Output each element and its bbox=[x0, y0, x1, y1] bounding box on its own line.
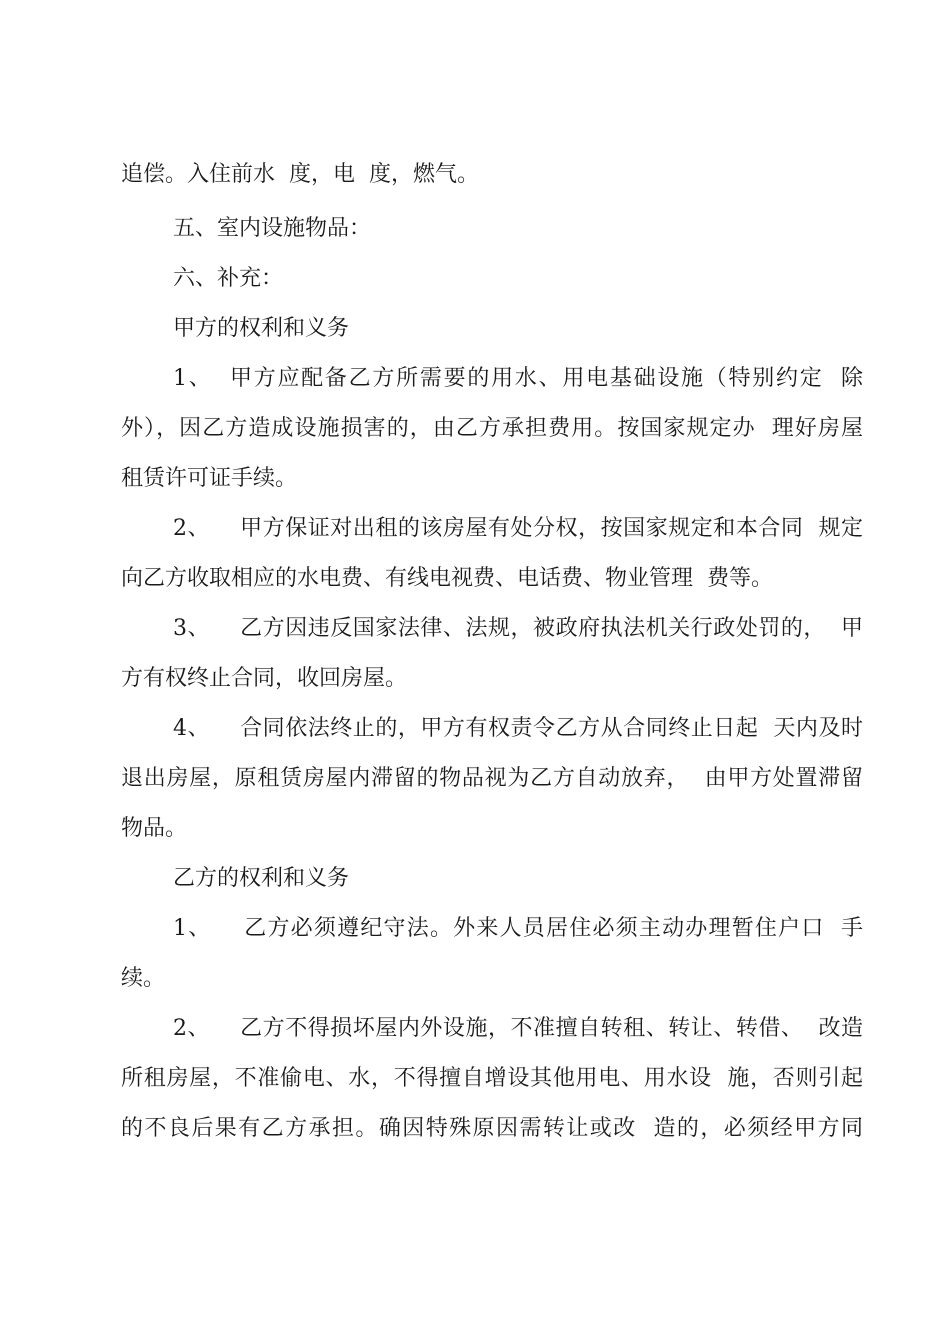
text-line: 物品。 bbox=[121, 816, 188, 841]
text-line: 外），因乙方造成设施损害的，由乙方承担费用。按国家规定办 理好房屋 bbox=[121, 416, 863, 441]
section-heading: 五、室内设施物品： bbox=[173, 216, 372, 241]
text-line: 方有权终止合同，收回房屋。 bbox=[121, 666, 408, 691]
text-line: 退出房屋，原租赁房屋内滞留的物品视为乙方自动放弃， 由甲方处置滞留 bbox=[121, 766, 863, 791]
text-line: 续。 bbox=[121, 966, 166, 991]
text-line: 1、 乙方必须遵纪守法。外来人员居住必须主动办理暂住户口 手 bbox=[173, 916, 863, 941]
text-line: 向乙方收取相应的水电费、有线电视费、电话费、物业管理 费等。 bbox=[121, 566, 773, 591]
text-line: 1、 甲方应配备乙方所需要的用水、用电基础设施（特别约定 除 bbox=[173, 366, 863, 391]
text-line: 租赁许可证手续。 bbox=[121, 466, 298, 491]
text-line: 的不良后果有乙方承担。确因特殊原因需转让或改 造的，必须经甲方同 bbox=[121, 1116, 863, 1141]
text-line: 追偿。入住前水 度，电 度，燃气。 bbox=[121, 162, 479, 187]
section-heading: 甲方的权利和义务 bbox=[173, 316, 350, 341]
text-line: 3、 乙方因违反国家法律、法规，被政府执法机关行政处罚的， 甲 bbox=[173, 616, 863, 641]
text-line: 2、 甲方保证对出租的该房屋有处分权，按国家规定和本合同 规定 bbox=[173, 516, 863, 541]
section-heading: 六、补充： bbox=[173, 266, 284, 291]
text-line: 4、 合同依法终止的，甲方有权责令乙方从合同终止日起 天内及时 bbox=[173, 716, 863, 741]
text-line: 所租房屋，不准偷电、水，不得擅自增设其他用电、用水设 施，否则引起 bbox=[121, 1066, 863, 1091]
section-heading: 乙方的权利和义务 bbox=[173, 866, 350, 891]
text-line: 2、 乙方不得损坏屋内外设施，不准擅自转租、转让、转借、 改造 bbox=[173, 1016, 863, 1041]
